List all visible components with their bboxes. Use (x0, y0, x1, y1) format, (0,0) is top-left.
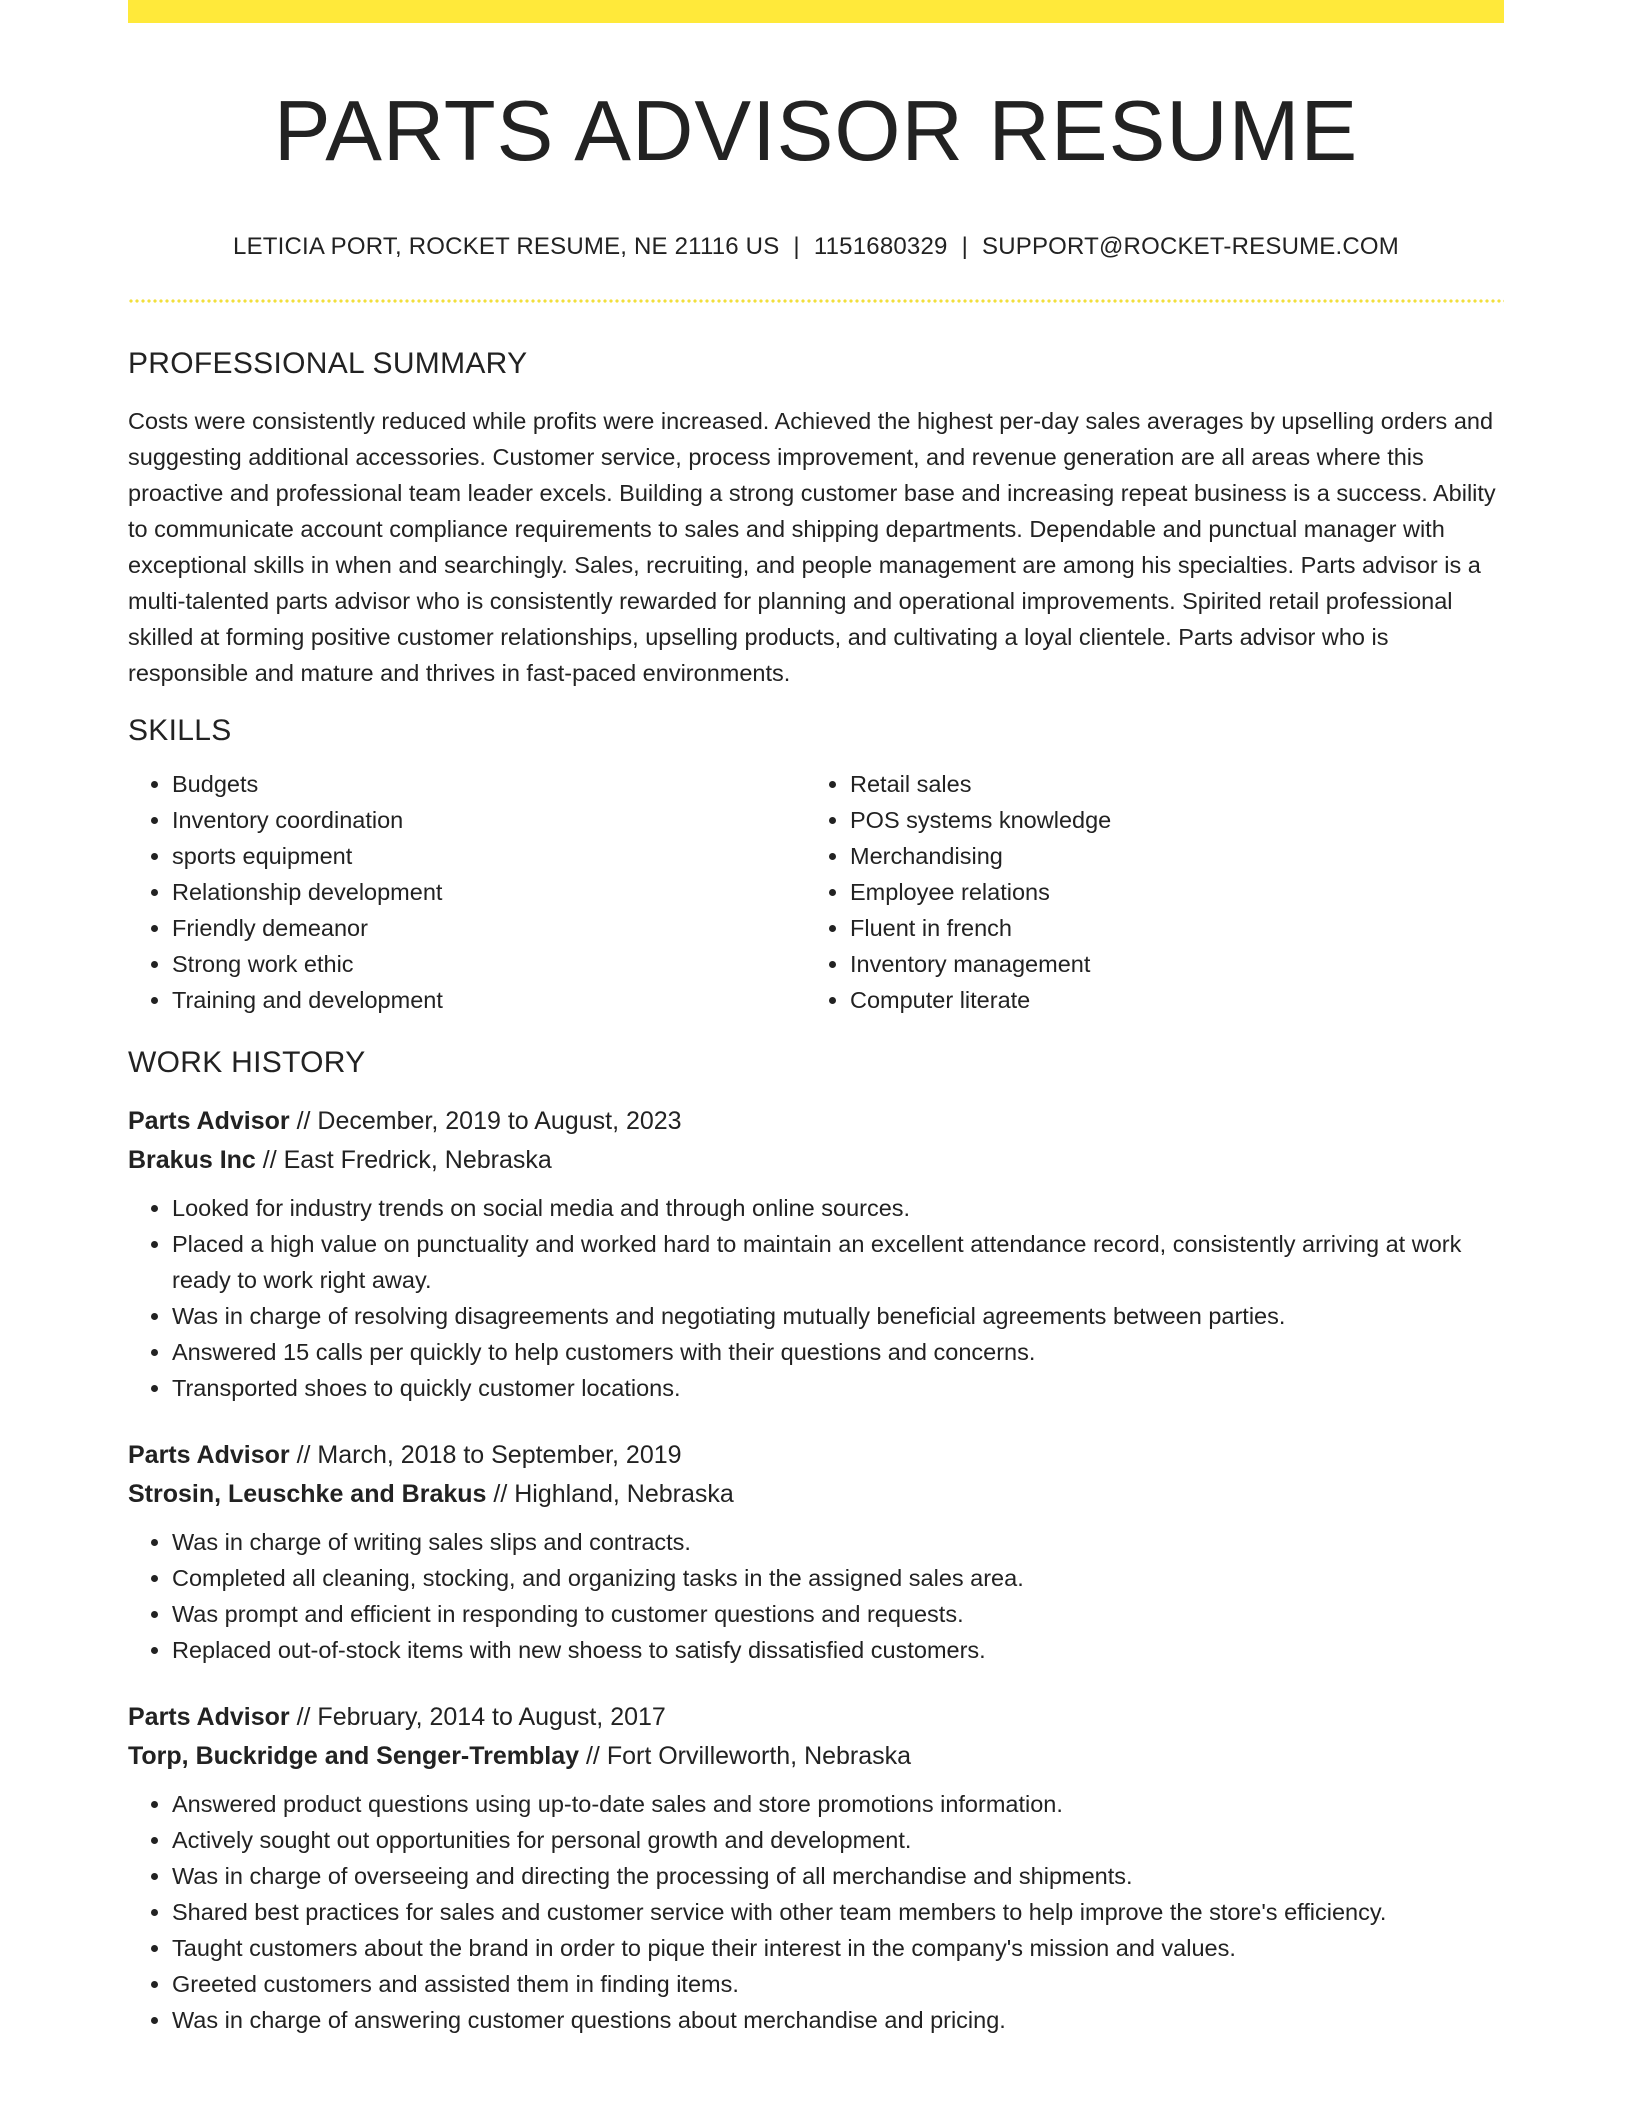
job-entry (128, 1698, 1504, 2038)
job-bullet: • Was prompt and efficient in responding to customer questions and requests. (172, 1596, 1504, 1632)
contact-email: SUPPORT@ROCKET-RESUME.COM (982, 232, 1399, 260)
job-title-line (128, 1698, 1504, 1737)
job-entry (128, 1436, 1504, 1668)
skill-item: • Budgets (172, 766, 806, 802)
contact-separator: | (793, 232, 800, 260)
job-company: Torp, Buckridge and Senger-Tremblay (128, 1742, 580, 1770)
job-bullet: • Answered 15 calls per quickly to help customers with their questions and concerns. (172, 1334, 1504, 1370)
skills-column-right (806, 766, 1484, 1018)
page-title: PARTS ADVISOR RESUME (273, 84, 1359, 179)
job-bullet: • Actively sought out opportunities for personal growth and development. (172, 1822, 1504, 1858)
job-title: Parts Advisor (128, 1703, 290, 1731)
job-bullet: • Answered product questions using up-to-date sales and store promotions information. (172, 1786, 1504, 1822)
skills-list (128, 766, 1504, 1018)
job-company-line (128, 1475, 1504, 1514)
summary-text: Costs were consistently reduced while profits were increased. Achieved the highest per-day sales averages by upselling orders and suggesting additional accessories. Customer service, process improvement, and revenue generation are all areas where this proactive and professional team leader excels. Building a strong customer base and increasing repeat business is a success. Ability to communicate account compliance requirements to sales and shipping departments. Dependable and punctual manager with exceptional skills in when and searchingly. Sales, recruiting, and people management are among his specialties. Parts advisor is a multi-talented parts advisor who is consistently rewarded for planning and operational improvements. Spirited retail professional skilled at forming positive customer relationships, upselling products, and cultivating a loyal clientele. Parts advisor who is responsible and mature and thrives in fast-paced environments. (128, 407, 1496, 686)
work-history-heading: WORK HISTORY (128, 1046, 366, 1079)
skill-item: • Friendly demeanor (172, 910, 806, 946)
skill-item: • Merchandising (850, 838, 1484, 874)
job-bullet: • Greeted customers and assisted them in finding items. (172, 1966, 1504, 2002)
job-bullet: • Taught customers about the brand in order to pique their interest in the company's mission and values. (172, 1930, 1504, 1966)
skill-item: • Inventory coordination (172, 802, 806, 838)
job-bullet: • Placed a high value on punctuality and worked hard to maintain an excellent attendance record, consistently arriving at work ready to work right away. (172, 1226, 1504, 1298)
job-bullet: • Was in charge of resolving disagreements and negotiating mutually beneficial agreements between parties. (172, 1298, 1504, 1334)
job-bullet: • Completed all cleaning, stocking, and organizing tasks in the assigned sales area. (172, 1560, 1504, 1596)
skill-item: • Fluent in french (850, 910, 1484, 946)
skill-item: • sports equipment (172, 838, 806, 874)
job-company-line (128, 1141, 1504, 1180)
job-bullets (128, 1524, 1504, 1668)
job-location: // East Fredrick, Nebraska (255, 1146, 552, 1174)
skill-item: • POS systems knowledge (850, 802, 1484, 838)
job-title: Parts Advisor (128, 1107, 290, 1135)
job-bullet: • Was in charge of writing sales slips and contracts. (172, 1524, 1504, 1560)
skill-item: • Employee relations (850, 874, 1484, 910)
dotted-divider (128, 299, 1504, 303)
accent-top-bar (128, 0, 1504, 23)
job-bullet: • Replaced out-of-stock items with new shoess to satisfy dissatisfied customers. (172, 1632, 1504, 1668)
job-dates: // February, 2014 to August, 2017 (289, 1703, 666, 1731)
job-bullet: • Was in charge of overseeing and directing the processing of all merchandise and shipments. (172, 1858, 1504, 1894)
skill-item: • Strong work ethic (172, 946, 806, 982)
skill-item: • Retail sales (850, 766, 1484, 802)
job-title: Parts Advisor (128, 1441, 290, 1469)
job-bullet: • Was in charge of answering customer questions about merchandise and pricing. (172, 2002, 1504, 2038)
skill-item: • Computer literate (850, 982, 1484, 1018)
job-dates: // March, 2018 to September, 2019 (289, 1441, 682, 1469)
job-dates: // December, 2019 to August, 2023 (289, 1107, 682, 1135)
skills-heading: SKILLS (128, 714, 232, 747)
job-bullet: • Looked for industry trends on social media and through online sources. (172, 1190, 1504, 1226)
job-bullet: • Transported shoes to quickly customer locations. (172, 1370, 1504, 1406)
contact-separator: | (961, 232, 968, 260)
job-title-line (128, 1436, 1504, 1475)
job-location: // Highland, Nebraska (486, 1480, 734, 1508)
job-bullets (128, 1786, 1504, 2038)
contact-line (128, 233, 1504, 261)
resume-page (128, 0, 1504, 2038)
job-company: Brakus Inc (128, 1146, 256, 1174)
job-company: Strosin, Leuschke and Brakus (128, 1480, 487, 1508)
contact-address: LETICIA PORT, ROCKET RESUME, NE 21116 US (233, 232, 780, 260)
job-bullet: • Shared best practices for sales and customer service with other team members to help improve the store's efficiency. (172, 1894, 1504, 1930)
job-title-line (128, 1102, 1504, 1141)
summary-heading: PROFESSIONAL SUMMARY (128, 346, 528, 380)
job-location: // Fort Orvilleworth, Nebraska (579, 1742, 912, 1770)
skill-item: • Inventory management (850, 946, 1484, 982)
job-company-line (128, 1737, 1504, 1776)
job-bullets (128, 1190, 1504, 1406)
skill-item: • Relationship development (172, 874, 806, 910)
skill-item: • Training and development (172, 982, 806, 1018)
skills-column-left (128, 766, 806, 1018)
contact-phone: 1151680329 (813, 232, 948, 260)
job-entry (128, 1102, 1504, 1406)
